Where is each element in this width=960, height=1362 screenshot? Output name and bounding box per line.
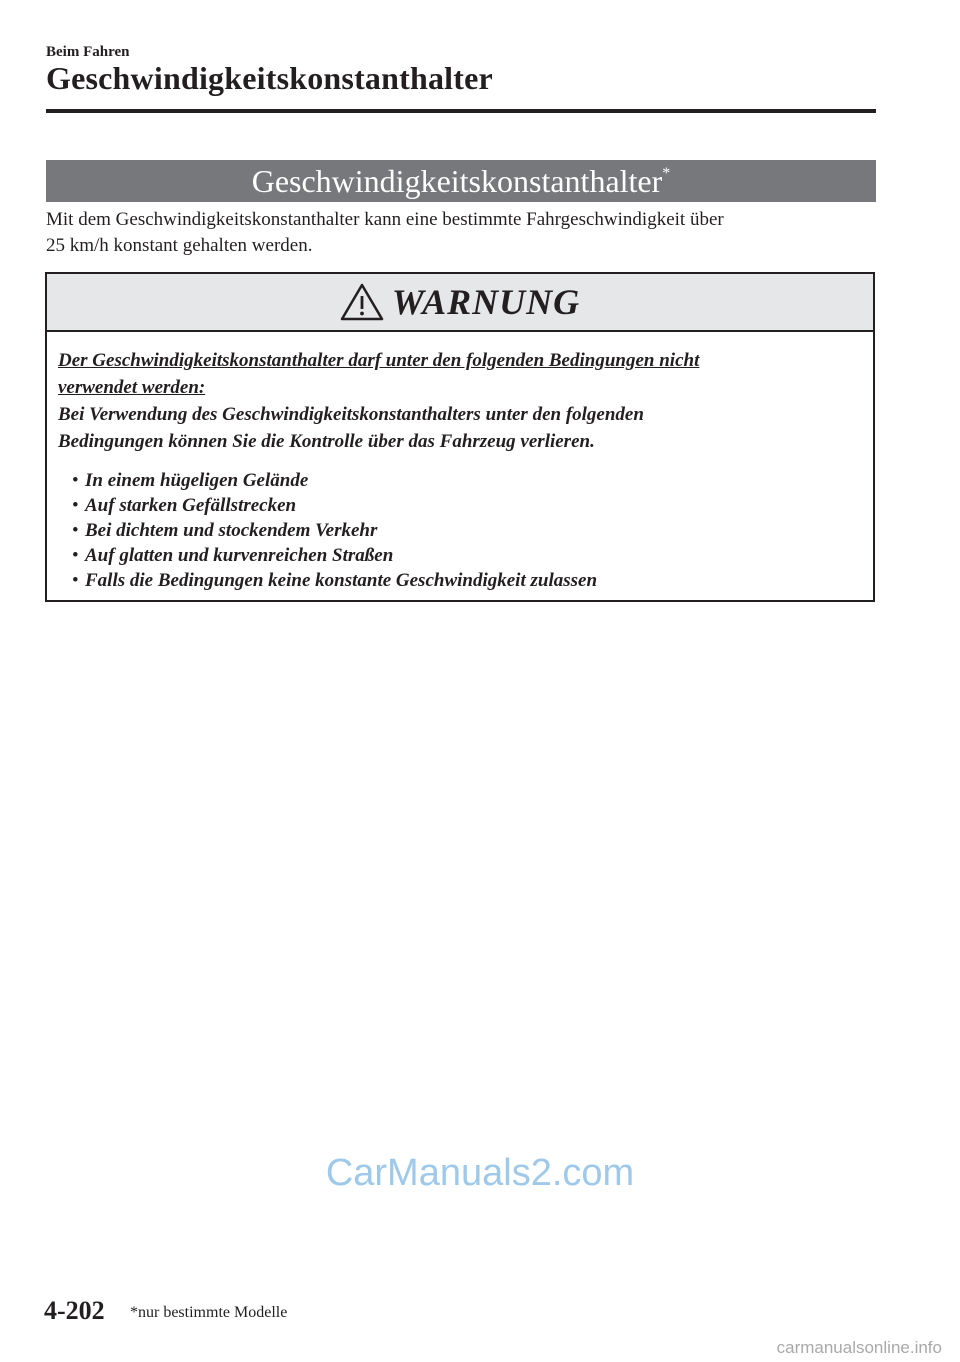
- list-item: [72, 568, 862, 593]
- section-title-banner: [46, 160, 876, 202]
- page-number: 4-202: [44, 1296, 105, 1325]
- list-item-text: Bei dichtem und stockendem Verkehr: [85, 520, 378, 541]
- intro-line: Mit dem Geschwindigkeitskonstanthalter kann eine bestimmte Fahrgeschwindigkeit über: [46, 209, 724, 230]
- warning-condition-line: verwendet werden:: [58, 377, 206, 398]
- bullet-icon: •: [72, 470, 79, 491]
- list-item: [72, 543, 862, 568]
- list-item: [72, 518, 862, 543]
- bullet-icon: •: [72, 545, 79, 566]
- warning-condition-list: [58, 468, 862, 593]
- list-item-text: Falls die Bedingungen keine konstante Geschwindigkeit zulassen: [85, 570, 598, 591]
- bullet-icon: •: [72, 495, 79, 516]
- warning-header: [47, 274, 873, 332]
- site-footer-link[interactable]: carmanualsonline.info: [776, 1338, 942, 1357]
- list-item-text: Auf starken Gefällstrecken: [85, 495, 297, 516]
- warning-title: WARNUNG: [391, 282, 581, 322]
- optional-model-marker: *: [662, 165, 671, 182]
- list-item: [72, 468, 862, 493]
- footnote: *nur bestimmte Modelle: [130, 1304, 288, 1321]
- watermark: CarManuals2.com: [325, 1152, 635, 1194]
- header-divider: [46, 109, 876, 113]
- intro-line: 25 km/h konstant gehalten werden.: [46, 235, 313, 256]
- chapter-title: Geschwindigkeitskonstanthalter: [46, 60, 493, 96]
- list-item: [72, 493, 862, 518]
- warning-triangle-icon: [340, 282, 384, 322]
- bullet-icon: •: [72, 570, 79, 591]
- section-title: Geschwindigkeitskonstanthalter: [251, 163, 663, 199]
- warning-body: [47, 332, 873, 593]
- list-item-text: Auf glatten und kurvenreichen Straßen: [85, 545, 394, 566]
- warning-text-line: Bedingungen können Sie die Kontrolle über das Fahrzeug verlieren.: [58, 431, 595, 452]
- warning-condition-line: Der Geschwindigkeitskonstanthalter darf unter den folgenden Bedingungen nicht: [58, 350, 700, 371]
- breadcrumb: Beim Fahren: [46, 44, 130, 60]
- intro-paragraph: [46, 207, 876, 259]
- warning-box: [45, 272, 875, 602]
- list-item-text: In einem hügeligen Gelände: [85, 470, 309, 491]
- bullet-icon: •: [72, 520, 79, 541]
- warning-text-line: Bei Verwendung des Geschwindigkeitskonstanthalters unter den folgenden: [58, 404, 644, 425]
